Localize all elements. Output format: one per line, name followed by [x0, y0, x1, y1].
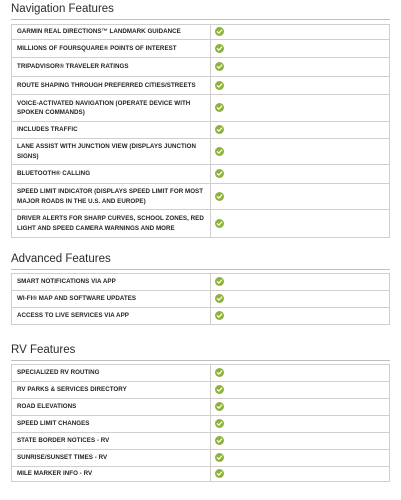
feature-name: STATE BORDER NOTICES - RV: [12, 433, 211, 450]
check-circle-icon: [215, 192, 224, 201]
check-circle-icon: [215, 125, 224, 134]
feature-name: SPECIALIZED RV ROUTING: [12, 365, 211, 382]
feature-name: BLUETOOTH® CALLING: [12, 165, 211, 184]
feature-name: INCLUDES TRAFFIC: [12, 122, 211, 139]
table-row: [12, 58, 390, 77]
feature-name: SUNRISE/SUNSET TIMES - RV: [12, 450, 211, 467]
feature-name: DRIVER ALERTS FOR SHARP CURVES, SCHOOL ZONES, RED LIGHT AND SPEED CAMERA WARNINGS AND MORE: [12, 210, 211, 238]
table-row: [12, 308, 390, 325]
feature-check-cell: [211, 291, 390, 308]
check-circle-icon: [215, 311, 224, 320]
check-circle-icon: [215, 385, 224, 394]
feature-check-cell: [211, 433, 390, 450]
feature-name: MILLIONS OF FOURSQUARE® POINTS OF INTEREST: [12, 40, 211, 58]
table-row: [12, 274, 390, 291]
feature-check-cell: [211, 25, 390, 40]
feature-check-cell: [211, 399, 390, 416]
feature-check-cell: [211, 382, 390, 399]
check-circle-icon: [215, 44, 224, 53]
feature-name: SPEED LIMIT CHANGES: [12, 416, 211, 433]
section-divider: [11, 19, 390, 20]
check-circle-icon: [215, 103, 224, 112]
section-title: Advanced Features: [11, 253, 111, 265]
feature-name: RV PARKS & SERVICES DIRECTORY: [12, 382, 211, 399]
check-circle-icon: [215, 169, 224, 178]
feature-check-cell: [211, 95, 390, 122]
table-row: [12, 399, 390, 416]
feature-check-cell: [211, 40, 390, 58]
feature-name: SPEED LIMIT INDICATOR (DISPLAYS SPEED LIMIT FOR MOST MAJOR ROADS IN THE U.S. AND EUROPE): [12, 184, 211, 210]
table-row: [12, 184, 390, 210]
feature-check-cell: [211, 365, 390, 382]
feature-name: GARMIN REAL DIRECTIONS™ LANDMARK GUIDANCE: [12, 25, 211, 40]
section-divider: [11, 360, 390, 361]
table-row: [12, 467, 390, 482]
feature-name: LANE ASSIST WITH JUNCTION VIEW (DISPLAYS JUNCTION SIGNS): [12, 139, 211, 165]
check-circle-icon: [215, 277, 224, 286]
table-row: [12, 122, 390, 139]
feature-name: SMART NOTIFICATIONS VIA APP: [12, 274, 211, 291]
table-row: [12, 165, 390, 184]
table-row: [12, 95, 390, 122]
check-circle-icon: [215, 469, 224, 478]
feature-name: VOICE-ACTIVATED NAVIGATION (OPERATE DEVICE WITH SPOKEN COMMANDS): [12, 95, 211, 122]
check-circle-icon: [215, 436, 224, 445]
table-row: [12, 25, 390, 40]
feature-check-cell: [211, 416, 390, 433]
table-row: [12, 450, 390, 467]
table-row: [12, 365, 390, 382]
check-circle-icon: [215, 27, 224, 36]
check-circle-icon: [215, 219, 224, 228]
section-rv-features: [11, 343, 390, 478]
check-circle-icon: [215, 368, 224, 377]
feature-table: [11, 364, 390, 482]
feature-name: TRIPADVISOR® TRAVELER RATINGS: [12, 58, 211, 77]
check-circle-icon: [215, 402, 224, 411]
check-circle-icon: [215, 62, 224, 71]
feature-check-cell: [211, 139, 390, 165]
feature-table: [11, 273, 390, 325]
feature-check-cell: [211, 122, 390, 139]
feature-name: WI-FI® MAP AND SOFTWARE UPDATES: [12, 291, 211, 308]
table-row: [12, 139, 390, 165]
section-title: Navigation Features: [11, 3, 114, 15]
table-row: [12, 382, 390, 399]
section-divider: [11, 269, 390, 270]
feature-check-cell: [211, 308, 390, 325]
section-advanced-features: [11, 252, 390, 320]
check-circle-icon: [215, 419, 224, 428]
section-title: RV Features: [11, 344, 76, 356]
feature-check-cell: [211, 77, 390, 95]
feature-name: ROUTE SHAPING THROUGH PREFERRED CITIES/STREETS: [12, 77, 211, 95]
feature-check-cell: [211, 165, 390, 184]
table-row: [12, 416, 390, 433]
feature-name: ACCESS TO LIVE SERVICES VIA APP: [12, 308, 211, 325]
feature-check-cell: [211, 467, 390, 482]
table-row: [12, 210, 390, 238]
section-navigation-features: [11, 2, 390, 232]
feature-name: MILE MARKER INFO - RV: [12, 467, 211, 482]
table-row: [12, 433, 390, 450]
feature-check-cell: [211, 210, 390, 238]
check-circle-icon: [215, 453, 224, 462]
check-circle-icon: [215, 294, 224, 303]
feature-check-cell: [211, 274, 390, 291]
feature-check-cell: [211, 58, 390, 77]
table-row: [12, 291, 390, 308]
feature-table: [11, 24, 390, 238]
feature-check-cell: [211, 450, 390, 467]
feature-check-cell: [211, 184, 390, 210]
table-row: [12, 40, 390, 58]
feature-name: ROAD ELEVATIONS: [12, 399, 211, 416]
check-circle-icon: [215, 81, 224, 90]
table-row: [12, 77, 390, 95]
check-circle-icon: [215, 147, 224, 156]
